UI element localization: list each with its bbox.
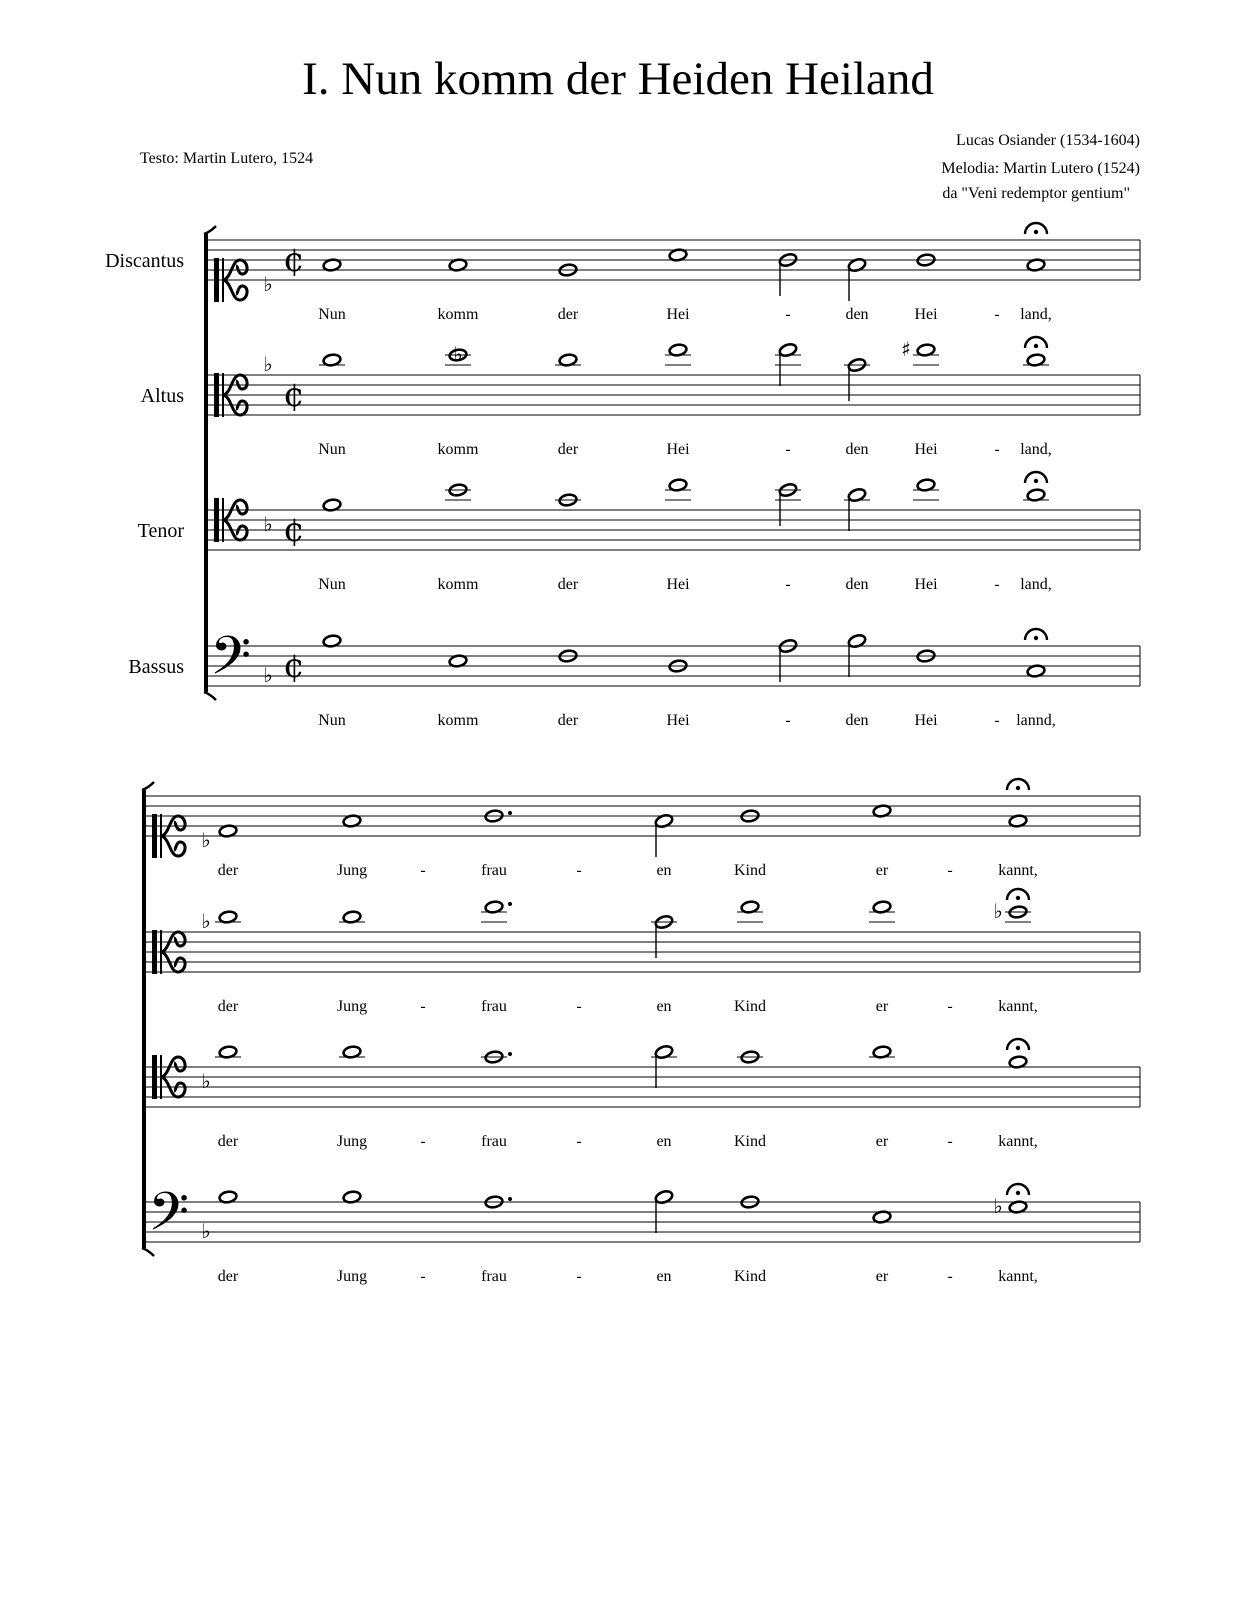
- lyric-syllable: Jung: [336, 1133, 368, 1150]
- lyric-syllable: Nun: [318, 712, 346, 729]
- lyric-syllable: komm: [437, 441, 479, 458]
- key-signature-flat-icon: ♭: [201, 909, 211, 933]
- time-signature: ¢: [283, 510, 305, 550]
- lyric-syllable: Hei: [914, 441, 938, 458]
- lyric-syllable: en: [656, 1133, 672, 1150]
- lyric-syllable: -: [785, 712, 791, 729]
- lyric-syllable: Kind: [734, 998, 766, 1015]
- lyric-hyphen: -: [947, 1133, 953, 1150]
- lyric-syllable: Nun: [318, 441, 346, 458]
- lyric-hyphen: -: [420, 1133, 426, 1150]
- lyric-syllable: Kind: [734, 1133, 766, 1150]
- augmentation-dot: [508, 1052, 512, 1056]
- c-clef-part: [214, 373, 219, 417]
- lyric-hyphen: -: [994, 712, 1000, 729]
- lyric-syllable: frau: [481, 998, 507, 1015]
- flat-icon: ♭: [993, 899, 1003, 923]
- lyric-syllable: der: [557, 441, 579, 458]
- lyric-syllable: er: [875, 1268, 889, 1285]
- lyric-hyphen: -: [420, 1268, 426, 1285]
- lyric-syllable: den: [845, 306, 869, 323]
- key-signature-flat-icon: ♭: [201, 1069, 211, 1093]
- time-signature: ¢: [283, 240, 305, 280]
- augmentation-dot: [508, 811, 512, 815]
- lyric-syllable: komm: [437, 576, 479, 593]
- lyric-hyphen: -: [576, 998, 582, 1015]
- time-signature: ¢: [283, 646, 305, 686]
- lyric-syllable: Hei: [914, 576, 938, 593]
- composer-credit: Lucas Osiander (1534-1604): [956, 132, 1140, 149]
- c-clef-part: [222, 258, 224, 302]
- lyric-syllable: er: [875, 998, 889, 1015]
- c-clef-part: [152, 930, 157, 974]
- lyric-hyphen: -: [947, 998, 953, 1015]
- lyric-syllable: Nun: [318, 576, 346, 593]
- lyric-hyphen: -: [420, 998, 426, 1015]
- lyric-syllable: Jung: [336, 1268, 368, 1285]
- lyric-syllable: der: [217, 1268, 239, 1285]
- fermata-dot: [1034, 230, 1038, 234]
- lyric-syllable: der: [557, 712, 579, 729]
- lyric-hyphen: -: [947, 1268, 953, 1285]
- key-signature-flat-icon: ♭: [263, 272, 273, 296]
- instrument-name: Discantus: [105, 250, 184, 272]
- lyric-syllable: der: [557, 576, 579, 593]
- lyric-syllable: der: [557, 306, 579, 323]
- c-clef-part: [214, 498, 219, 542]
- c-clef-part: [224, 280, 247, 300]
- lyric-syllable: Kind: [734, 1268, 766, 1285]
- lyric-syllable: frau: [481, 1133, 507, 1150]
- c-clef-part: [162, 836, 185, 856]
- bracket-hook-top: [142, 782, 154, 790]
- bass-clef-icon: [210, 626, 251, 700]
- lyric-syllable: lannd,: [1016, 712, 1056, 729]
- instrument-name: Altus: [140, 385, 184, 407]
- lyric-syllable: en: [656, 998, 672, 1015]
- lyric-syllable: Hei: [666, 712, 690, 729]
- key-signature-flat-icon: ♭: [263, 663, 273, 687]
- lyric-syllable: frau: [481, 862, 507, 879]
- fermata-dot: [1016, 896, 1020, 900]
- lyric-syllable: der: [217, 1133, 239, 1150]
- lyric-syllable: kannt,: [998, 1133, 1038, 1150]
- text-credit: Testo: Martin Lutero, 1524: [140, 150, 314, 167]
- c-clef-part: [222, 498, 224, 542]
- fermata-dot: [1034, 636, 1038, 640]
- lyric-syllable: Jung: [336, 998, 368, 1015]
- melody-credit: Melodia: Martin Lutero (1524): [941, 160, 1140, 177]
- augmentation-dot: [508, 1197, 512, 1201]
- lyric-syllable: land,: [1020, 441, 1052, 458]
- lyric-syllable: frau: [481, 1268, 507, 1285]
- key-signature-flat-icon: ♭: [263, 352, 273, 376]
- c-clef-part: [152, 1055, 157, 1099]
- lyric-syllable: Hei: [914, 712, 938, 729]
- c-clef-part: [152, 814, 157, 858]
- bass-clef-glyph: 𝄢: [148, 1182, 190, 1256]
- lyric-hyphen: -: [576, 1268, 582, 1285]
- lyric-syllable: den: [845, 712, 869, 729]
- c-clef-part: [160, 814, 162, 858]
- lyric-hyphen: -: [994, 306, 1000, 323]
- sharp-icon: ♯: [901, 337, 911, 361]
- c-clef-part: [214, 258, 219, 302]
- lyric-syllable: Nun: [318, 306, 346, 323]
- fermata-dot: [1016, 1191, 1020, 1195]
- page-title: I. Nun komm der Heiden Heiland: [302, 53, 934, 105]
- augmentation-dot: [508, 902, 512, 906]
- fermata-dot: [1034, 344, 1038, 348]
- lyric-hyphen: -: [576, 862, 582, 879]
- lyric-syllable: der: [217, 998, 239, 1015]
- bass-clef-glyph: 𝄢: [210, 626, 252, 700]
- instrument-name: Bassus: [128, 656, 184, 678]
- lyric-syllable: Hei: [666, 576, 690, 593]
- bracket-hook-top: [204, 226, 216, 234]
- key-signature-flat-icon: ♭: [263, 512, 273, 536]
- lyric-hyphen: -: [994, 441, 1000, 458]
- lyric-syllable: kannt,: [998, 998, 1038, 1015]
- lyric-hyphen: -: [947, 862, 953, 879]
- time-signature: ¢: [283, 375, 305, 415]
- lyric-syllable: en: [656, 1268, 672, 1285]
- melody-source: da "Veni redemptor gentium": [942, 185, 1130, 202]
- key-signature-flat-icon: ♭: [201, 828, 211, 852]
- lyric-hyphen: -: [576, 1133, 582, 1150]
- lyric-syllable: Jung: [336, 862, 368, 879]
- system-bracket: [142, 790, 146, 1248]
- lyric-hyphen: -: [994, 576, 1000, 593]
- lyric-syllable: -: [785, 306, 791, 323]
- c-clef-part: [160, 930, 162, 974]
- key-signature-flat-icon: ♭: [201, 1219, 211, 1243]
- lyric-syllable: Hei: [914, 306, 938, 323]
- fermata-dot: [1034, 479, 1038, 483]
- lyric-syllable: Hei: [666, 306, 690, 323]
- lyric-syllable: den: [845, 441, 869, 458]
- lyric-syllable: -: [785, 441, 791, 458]
- lyric-syllable: er: [875, 862, 889, 879]
- flat-icon: ♭: [993, 1194, 1003, 1218]
- lyric-syllable: Kind: [734, 862, 766, 879]
- lyric-syllable: er: [875, 1133, 889, 1150]
- c-clef-part: [160, 1055, 162, 1099]
- fermata-dot: [1016, 786, 1020, 790]
- lyric-syllable: komm: [437, 712, 479, 729]
- instrument-name: Tenor: [137, 520, 184, 542]
- lyric-syllable: komm: [437, 306, 479, 323]
- lyric-syllable: kannt,: [998, 862, 1038, 879]
- lyric-syllable: den: [845, 576, 869, 593]
- lyric-syllable: land,: [1020, 576, 1052, 593]
- lyric-syllable: -: [785, 576, 791, 593]
- fermata-dot: [1016, 1046, 1020, 1050]
- flat-icon: ♭: [453, 342, 463, 366]
- lyric-syllable: en: [656, 862, 672, 879]
- lyric-syllable: der: [217, 862, 239, 879]
- lyric-hyphen: -: [420, 862, 426, 879]
- lyric-syllable: Hei: [666, 441, 690, 458]
- lyric-syllable: land,: [1020, 306, 1052, 323]
- bass-clef-icon: [148, 1182, 189, 1256]
- c-clef-part: [222, 373, 224, 417]
- system-bracket: [204, 234, 208, 692]
- lyric-syllable: kannt,: [998, 1268, 1038, 1285]
